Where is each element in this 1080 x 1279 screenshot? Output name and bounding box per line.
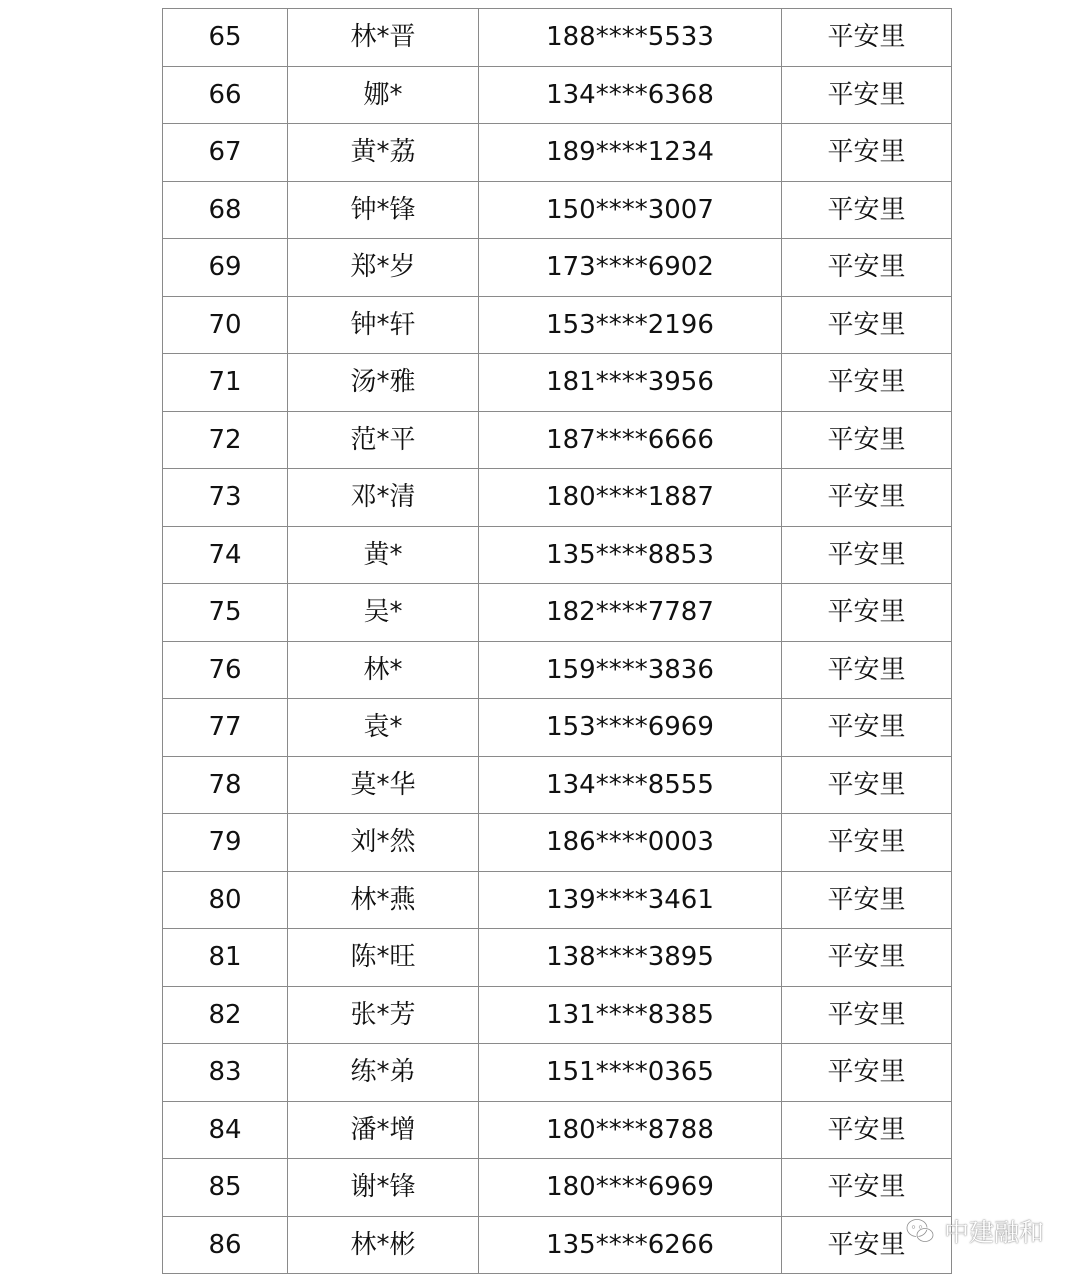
row-number-cell: 76 [163, 641, 288, 699]
table-row [163, 756, 952, 814]
table-row [163, 181, 952, 239]
area-cell: 平安里 [782, 469, 952, 527]
wechat-icon [904, 1215, 936, 1247]
name-cell: 林* [288, 641, 479, 699]
name-cell: 汤*雅 [288, 354, 479, 412]
name-cell: 钟*轩 [288, 296, 479, 354]
row-number-cell: 71 [163, 354, 288, 412]
name-cell: 林*彬 [288, 1216, 479, 1274]
row-number-cell: 75 [163, 584, 288, 642]
name-cell: 刘*然 [288, 814, 479, 872]
phone-cell: 189****1234 [479, 124, 782, 182]
table-row [163, 469, 952, 527]
phone-cell: 131****8385 [479, 986, 782, 1044]
area-cell: 平安里 [782, 526, 952, 584]
name-cell: 陈*旺 [288, 929, 479, 987]
row-number-cell: 72 [163, 411, 288, 469]
row-number-cell: 67 [163, 124, 288, 182]
name-cell: 吴* [288, 584, 479, 642]
row-number-cell: 84 [163, 1101, 288, 1159]
row-number-cell: 78 [163, 756, 288, 814]
table-row [163, 411, 952, 469]
table-row [163, 296, 952, 354]
phone-cell: 182****7787 [479, 584, 782, 642]
name-cell: 钟*锋 [288, 181, 479, 239]
area-cell: 平安里 [782, 239, 952, 297]
phone-cell: 186****0003 [479, 814, 782, 872]
table-row [163, 641, 952, 699]
watermark-text: 中建融和 [943, 1218, 1044, 1247]
area-cell: 平安里 [782, 1216, 952, 1274]
phone-cell: 159****3836 [479, 641, 782, 699]
watermark [904, 1213, 1044, 1249]
table-row [163, 1044, 952, 1102]
name-cell: 林*晋 [288, 9, 479, 67]
area-cell: 平安里 [782, 929, 952, 987]
table-row [163, 124, 952, 182]
table-row [163, 1101, 952, 1159]
name-cell: 范*平 [288, 411, 479, 469]
area-cell: 平安里 [782, 411, 952, 469]
area-cell: 平安里 [782, 354, 952, 412]
area-cell: 平安里 [782, 1044, 952, 1102]
area-cell: 平安里 [782, 756, 952, 814]
table-row [163, 699, 952, 757]
name-cell: 黄* [288, 526, 479, 584]
area-cell: 平安里 [782, 584, 952, 642]
resident-table-container [162, 8, 951, 1274]
area-cell: 平安里 [782, 699, 952, 757]
row-number-cell: 69 [163, 239, 288, 297]
area-cell: 平安里 [782, 124, 952, 182]
phone-cell: 151****0365 [479, 1044, 782, 1102]
row-number-cell: 82 [163, 986, 288, 1044]
name-cell: 练*弟 [288, 1044, 479, 1102]
table-row [163, 929, 952, 987]
row-number-cell: 85 [163, 1159, 288, 1217]
table-row [163, 814, 952, 872]
name-cell: 郑*岁 [288, 239, 479, 297]
row-number-cell: 73 [163, 469, 288, 527]
row-number-cell: 77 [163, 699, 288, 757]
phone-cell: 135****8853 [479, 526, 782, 584]
row-number-cell: 70 [163, 296, 288, 354]
name-cell: 娜* [288, 66, 479, 124]
phone-cell: 181****3956 [479, 354, 782, 412]
phone-cell: 134****6368 [479, 66, 782, 124]
row-number-cell: 86 [163, 1216, 288, 1274]
name-cell: 张*芳 [288, 986, 479, 1044]
area-cell: 平安里 [782, 1159, 952, 1217]
name-cell: 袁* [288, 699, 479, 757]
phone-cell: 135****6266 [479, 1216, 782, 1274]
phone-cell: 188****5533 [479, 9, 782, 67]
area-cell: 平安里 [782, 181, 952, 239]
phone-cell: 139****3461 [479, 871, 782, 929]
area-cell: 平安里 [782, 296, 952, 354]
table-row [163, 1159, 952, 1217]
phone-cell: 153****2196 [479, 296, 782, 354]
phone-cell: 134****8555 [479, 756, 782, 814]
phone-cell: 187****6666 [479, 411, 782, 469]
row-number-cell: 74 [163, 526, 288, 584]
row-number-cell: 81 [163, 929, 288, 987]
phone-cell: 138****3895 [479, 929, 782, 987]
table-body [163, 9, 952, 1274]
table-row [163, 871, 952, 929]
table-row [163, 986, 952, 1044]
row-number-cell: 68 [163, 181, 288, 239]
row-number-cell: 83 [163, 1044, 288, 1102]
area-cell: 平安里 [782, 9, 952, 67]
name-cell: 黄*荔 [288, 124, 479, 182]
area-cell: 平安里 [782, 871, 952, 929]
phone-cell: 173****6902 [479, 239, 782, 297]
area-cell: 平安里 [782, 986, 952, 1044]
table-row [163, 584, 952, 642]
row-number-cell: 79 [163, 814, 288, 872]
area-cell: 平安里 [782, 66, 952, 124]
table-row [163, 526, 952, 584]
area-cell: 平安里 [782, 641, 952, 699]
phone-cell: 153****6969 [479, 699, 782, 757]
phone-cell: 150****3007 [479, 181, 782, 239]
name-cell: 谢*锋 [288, 1159, 479, 1217]
phone-cell: 180****8788 [479, 1101, 782, 1159]
row-number-cell: 80 [163, 871, 288, 929]
table-row [163, 1216, 952, 1274]
phone-cell: 180****6969 [479, 1159, 782, 1217]
resident-table [162, 8, 952, 1274]
phone-cell: 180****1887 [479, 469, 782, 527]
area-cell: 平安里 [782, 814, 952, 872]
name-cell: 潘*增 [288, 1101, 479, 1159]
table-row [163, 9, 952, 67]
table-row [163, 66, 952, 124]
row-number-cell: 65 [163, 9, 288, 67]
name-cell: 莫*华 [288, 756, 479, 814]
table-row [163, 354, 952, 412]
area-cell: 平安里 [782, 1101, 952, 1159]
table-row [163, 239, 952, 297]
name-cell: 邓*清 [288, 469, 479, 527]
name-cell: 林*燕 [288, 871, 479, 929]
row-number-cell: 66 [163, 66, 288, 124]
